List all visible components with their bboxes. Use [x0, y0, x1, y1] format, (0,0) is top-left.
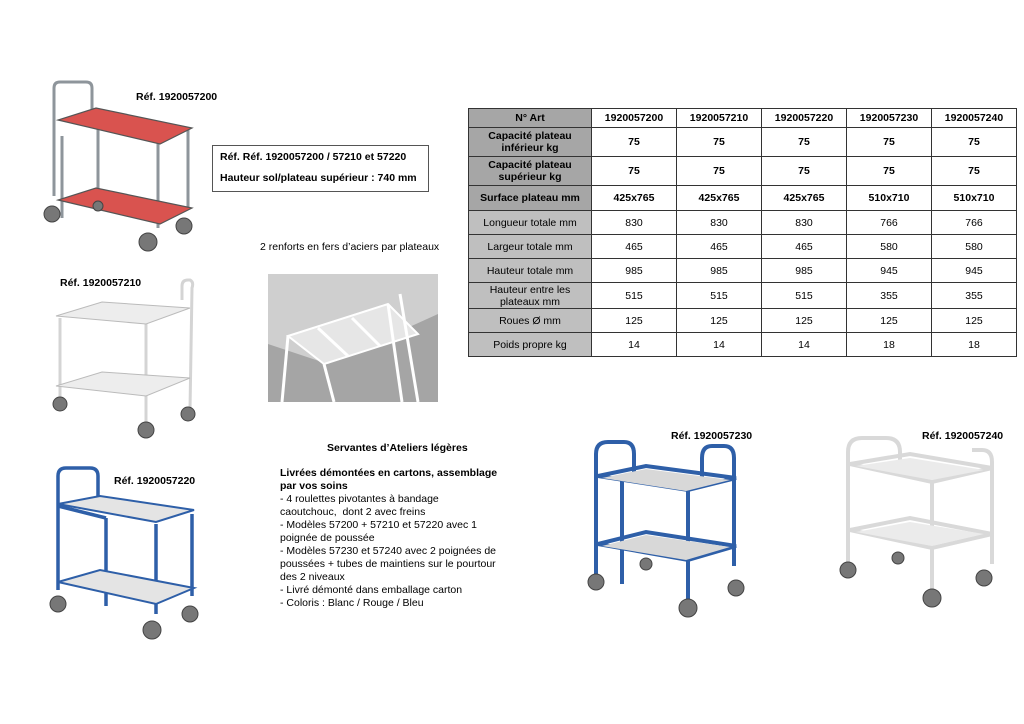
- ref-label-5: Réf. 1920057240: [922, 430, 1004, 442]
- table-cell: 515: [592, 283, 677, 309]
- reinforcement-photo-drawing: [268, 274, 438, 402]
- table-row: [469, 259, 1017, 283]
- table-cell: 580: [932, 235, 1017, 259]
- description-block: [280, 467, 510, 610]
- table-row-label: Capacité plateau supérieur kg: [469, 157, 592, 186]
- table-row: [469, 157, 1017, 186]
- cart-image-white-two-handles: [836, 432, 1008, 612]
- table-cell: 515: [762, 283, 847, 309]
- table-cell: 18: [932, 333, 1017, 357]
- table-cell: 985: [677, 259, 762, 283]
- table-cell: 425x765: [762, 186, 847, 211]
- cart-image-blue-two-handles: [584, 436, 756, 618]
- table-cell: 355: [932, 283, 1017, 309]
- description-item: - 4 roulettes pivotantes à bandage caoutchouc, dont 2 avec freins: [280, 493, 439, 518]
- table-cell: 125: [762, 309, 847, 333]
- table-cell: 425x765: [677, 186, 762, 211]
- description-title: Servantes d’Ateliers légères: [327, 442, 468, 454]
- photo-caption: 2 renforts en fers d’aciers par plateaux: [260, 241, 440, 253]
- cart-image-blue: [44, 464, 204, 642]
- table-row: [469, 283, 1017, 309]
- table-cell: 75: [847, 128, 932, 157]
- table-cell: 75: [592, 128, 677, 157]
- table-cell: 985: [592, 259, 677, 283]
- table-row-label: Largeur totale mm: [469, 235, 592, 259]
- table-header-label: N° Art: [469, 109, 592, 128]
- specifications-table: [468, 108, 1017, 357]
- table-cell: 766: [847, 211, 932, 235]
- description-item: - Coloris : Blanc / Rouge / Bleu: [280, 597, 424, 609]
- table-row: [469, 186, 1017, 211]
- table-cell: 125: [932, 309, 1017, 333]
- table-cell: 125: [847, 309, 932, 333]
- table-cell: 830: [762, 211, 847, 235]
- table-cell: 830: [592, 211, 677, 235]
- table-cell: 14: [677, 333, 762, 357]
- table-header-row: [469, 109, 1017, 128]
- height-info-box: [212, 145, 429, 192]
- table-column-header: 1920057220: [762, 109, 847, 128]
- reinforcement-photo: [268, 274, 438, 402]
- description-item: - Modèles 57230 et 57240 avec 2 poignées de poussées + tubes de maintiens sur le pourtour des 2 niveaux: [280, 545, 496, 583]
- description-item: - Livré démonté dans emballage carton: [280, 584, 463, 596]
- cart-image-white: [42, 278, 202, 443]
- ref-label-3: Réf. 1920057220: [114, 475, 196, 487]
- table-cell: 14: [762, 333, 847, 357]
- table-column-header: 1920057200: [592, 109, 677, 128]
- info-line-1: Réf. Réf. 1920057200 / 57210 et 57220: [220, 151, 407, 163]
- description-item: - Modèles 57200 + 57210 et 57220 avec 1 poignée de poussée: [280, 519, 478, 544]
- table-cell: 75: [762, 128, 847, 157]
- table-row: [469, 128, 1017, 157]
- table-cell: 465: [762, 235, 847, 259]
- table-cell: 125: [592, 309, 677, 333]
- table-cell: 75: [932, 157, 1017, 186]
- table-cell: 510x710: [847, 186, 932, 211]
- table-cell: 18: [847, 333, 932, 357]
- table-row-label: Poids propre kg: [469, 333, 592, 357]
- info-line-2: Hauteur sol/plateau supérieur : 740 mm: [220, 172, 417, 184]
- table-cell: 465: [677, 235, 762, 259]
- table-row-label: Hauteur totale mm: [469, 259, 592, 283]
- table-cell: 75: [847, 157, 932, 186]
- table-cell: 985: [762, 259, 847, 283]
- table-cell: 14: [592, 333, 677, 357]
- ref-label-4: Réf. 1920057230: [671, 430, 753, 442]
- table-cell: 355: [847, 283, 932, 309]
- table-row-label: Hauteur entre les plateaux mm: [469, 283, 592, 309]
- table-row: [469, 211, 1017, 235]
- table-cell: 75: [762, 157, 847, 186]
- table-cell: 425x765: [592, 186, 677, 211]
- table-cell: 766: [932, 211, 1017, 235]
- cart-image-red: [40, 78, 200, 256]
- description-subtitle: Livrées démontées en cartons, assemblage par vos soins: [280, 467, 498, 492]
- table-row: [469, 235, 1017, 259]
- table-cell: 75: [677, 157, 762, 186]
- table-column-header: 1920057240: [932, 109, 1017, 128]
- table-column-header: 1920057210: [677, 109, 762, 128]
- table-cell: 510x710: [932, 186, 1017, 211]
- table-row-label: Roues Ø mm: [469, 309, 592, 333]
- table-cell: 75: [932, 128, 1017, 157]
- table-cell: 75: [677, 128, 762, 157]
- table-cell: 830: [677, 211, 762, 235]
- table-cell: 125: [677, 309, 762, 333]
- table-cell: 515: [677, 283, 762, 309]
- table-cell: 580: [847, 235, 932, 259]
- table-cell: 945: [847, 259, 932, 283]
- table-column-header: 1920057230: [847, 109, 932, 128]
- table-row-label: Capacité plateau inférieur kg: [469, 128, 592, 157]
- ref-label-2: Réf. 1920057210: [60, 277, 142, 289]
- table-cell: 945: [932, 259, 1017, 283]
- table-cell: 75: [592, 157, 677, 186]
- table-row: [469, 333, 1017, 357]
- table-row-label: Longueur totale mm: [469, 211, 592, 235]
- ref-label-1: Réf. 1920057200: [136, 91, 218, 103]
- table-row: [469, 309, 1017, 333]
- table-row-label: Surface plateau mm: [469, 186, 592, 211]
- table-cell: 465: [592, 235, 677, 259]
